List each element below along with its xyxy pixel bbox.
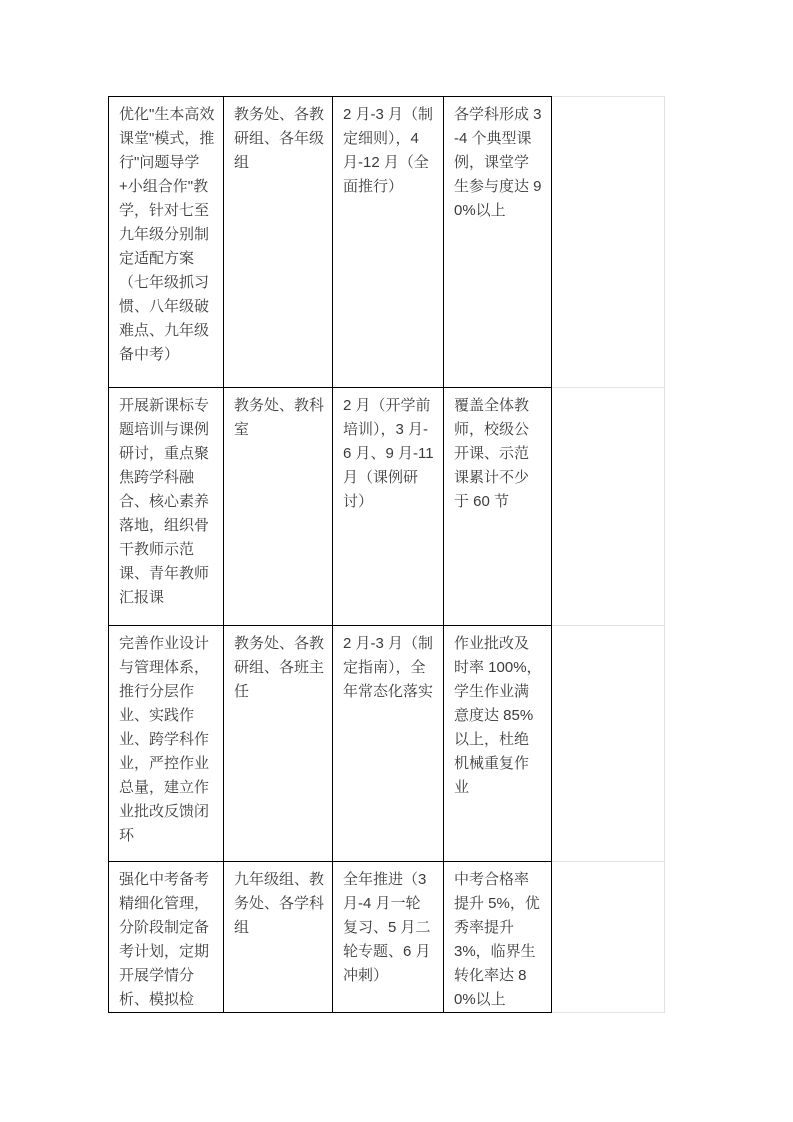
cell-empty: [552, 862, 665, 1013]
table-row: [109, 97, 665, 388]
cell-timeline: 2 月（开学前培训），3 月-6 月、9 月-11 月（课例研讨）: [333, 388, 444, 626]
cell-timeline: 2 月-3 月（制定指南），全年常态化落实: [333, 626, 444, 862]
cell-responsible: 九年级组、教务处、各学科组: [224, 862, 333, 1013]
table-row: [109, 388, 665, 626]
cell-target: 中考合格率提升 5%，优秀率提升 3%，临界生转化率达 80%以上: [444, 862, 552, 1013]
cell-target: 各学科形成 3-4 个典型课例，课堂学生参与度达 90%以上: [444, 97, 552, 388]
cell-task: 开展新课标专题培训与课例研讨，重点聚焦跨学科融合、核心素养落地，组织骨干教师示范课、青年教师汇报课: [109, 388, 224, 626]
cell-empty: [552, 626, 665, 862]
task-table: [108, 96, 665, 1013]
cell-empty: [552, 388, 665, 626]
cell-timeline: 全年推进（3 月-4 月一轮复习、5 月二轮专题、6 月冲刺）: [333, 862, 444, 1013]
cell-empty: [552, 97, 665, 388]
table-row: [109, 862, 665, 1013]
cell-responsible: 教务处、各教研组、各年级组: [224, 97, 333, 388]
cell-task: 强化中考备考精细化管理，分阶段制定备考计划，定期开展学情分析、模拟检: [109, 862, 224, 1013]
cell-task: 完善作业设计与管理体系，推行分层作业、实践作业、跨学科作业，严控作业总量，建立作业批改反馈闭环: [109, 626, 224, 862]
cell-target: 作业批改及时率 100%，学生作业满意度达 85%以上，杜绝机械重复作业: [444, 626, 552, 862]
cell-responsible: 教务处、各教研组、各班主任: [224, 626, 333, 862]
table-row: [109, 626, 665, 862]
cell-responsible: 教务处、教科室: [224, 388, 333, 626]
cell-task: 优化"生本高效课堂"模式，推行"问题导学+小组合作"教学，针对七至九年级分别制定适配方案（七年级抓习惯、八年级破难点、九年级备中考）: [109, 97, 224, 388]
cell-timeline: 2 月-3 月（制定细则），4 月-12 月（全面推行）: [333, 97, 444, 388]
cell-target: 覆盖全体教师，校级公开课、示范课累计不少于 60 节: [444, 388, 552, 626]
